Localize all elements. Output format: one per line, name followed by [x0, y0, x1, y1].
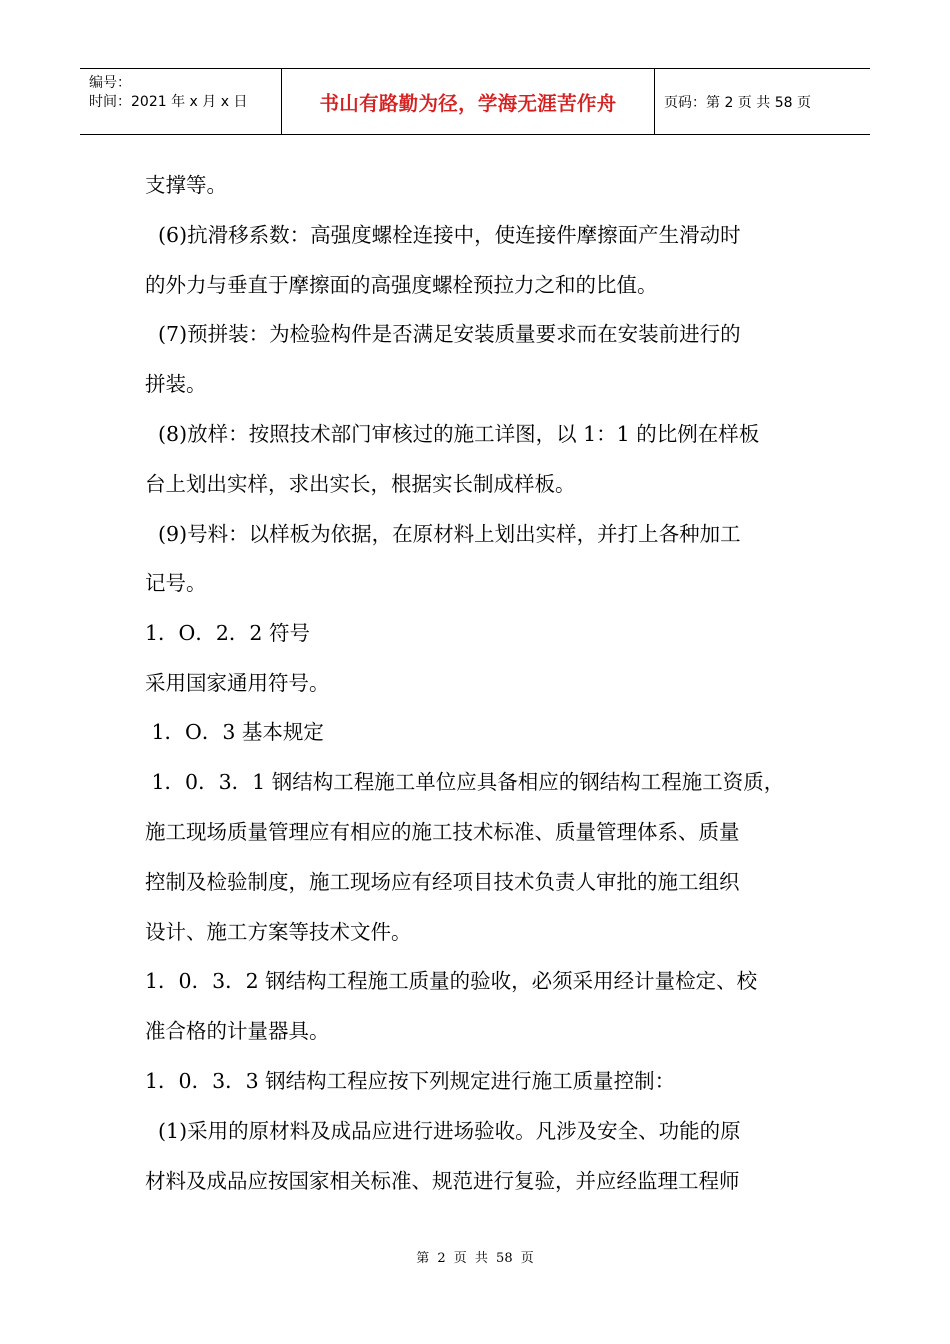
text-line: 施工现场质量管理应有相应的施工技术标准、质量管理体系、质量 — [145, 820, 740, 844]
header-motto: 书山有路勤为径，学海无涯苦作舟 — [319, 91, 617, 115]
header-page-info: 页码：第 2 页 共 58 页 — [664, 94, 811, 111]
text-line: 支撑等。 — [145, 173, 227, 197]
text-line: 设计、施工方案等技术文件。 — [145, 920, 412, 944]
text-line: 控制及检验制度，施工现场应有经项目技术负责人审批的施工组织 — [145, 870, 740, 894]
doc-date: 时间：2021 年 x 月 x 日 — [89, 94, 248, 110]
header-meta — [80, 69, 282, 134]
text-line: (6)抗滑移系数：高强度螺栓连接中，使连接件摩擦面产生滑动时 — [145, 223, 741, 247]
text-line: (1)采用的原材料及成品应进行进场验收。凡涉及安全、功能的原 — [145, 1119, 741, 1143]
text-line: 拼装。 — [145, 372, 207, 396]
text-line: 记号。 — [145, 571, 207, 595]
page-header — [80, 68, 870, 135]
text-line: 1．0．3．1 钢结构工程施工单位应具备相应的钢结构工程施工资质， — [145, 770, 785, 794]
text-line: 准合格的计量器具。 — [145, 1019, 330, 1043]
header-page-cell — [655, 69, 870, 134]
text-line: 采用国家通用符号。 — [145, 671, 330, 695]
text-line: (8)放样：按照技术部门审核过的施工详图，以 1：1 的比例在样板 — [145, 422, 760, 446]
section-heading: 1．O．3 基本规定 — [145, 720, 324, 744]
text-line: 1．0．3．2 钢结构工程施工质量的验收，必须采用经计量检定、校 — [145, 969, 758, 993]
doc-number-label: 编号： — [89, 75, 131, 91]
text-line: 材料及成品应按国家相关标准、规范进行复验，并应经监理工程师 — [145, 1169, 740, 1193]
text-line: (7)预拼装：为检验构件是否满足安装质量要求而在安装前进行的 — [145, 322, 741, 346]
text-line: (9)号料：以样板为依据，在原材料上划出实样，并打上各种加工 — [145, 522, 741, 546]
page-footer: 第 2 页 共 58 页 — [416, 1251, 534, 1266]
header-motto-cell — [282, 69, 655, 134]
section-heading: 1．O．2．2 符号 — [145, 621, 310, 645]
text-line: 台上划出实样，求出实长，根据实长制成样板。 — [145, 472, 576, 496]
text-line: 1．0．3．3 钢结构工程应按下列规定进行施工质量控制： — [145, 1069, 676, 1093]
text-line: 的外力与垂直于摩擦面的高强度螺栓预拉力之和的比值。 — [145, 273, 658, 297]
